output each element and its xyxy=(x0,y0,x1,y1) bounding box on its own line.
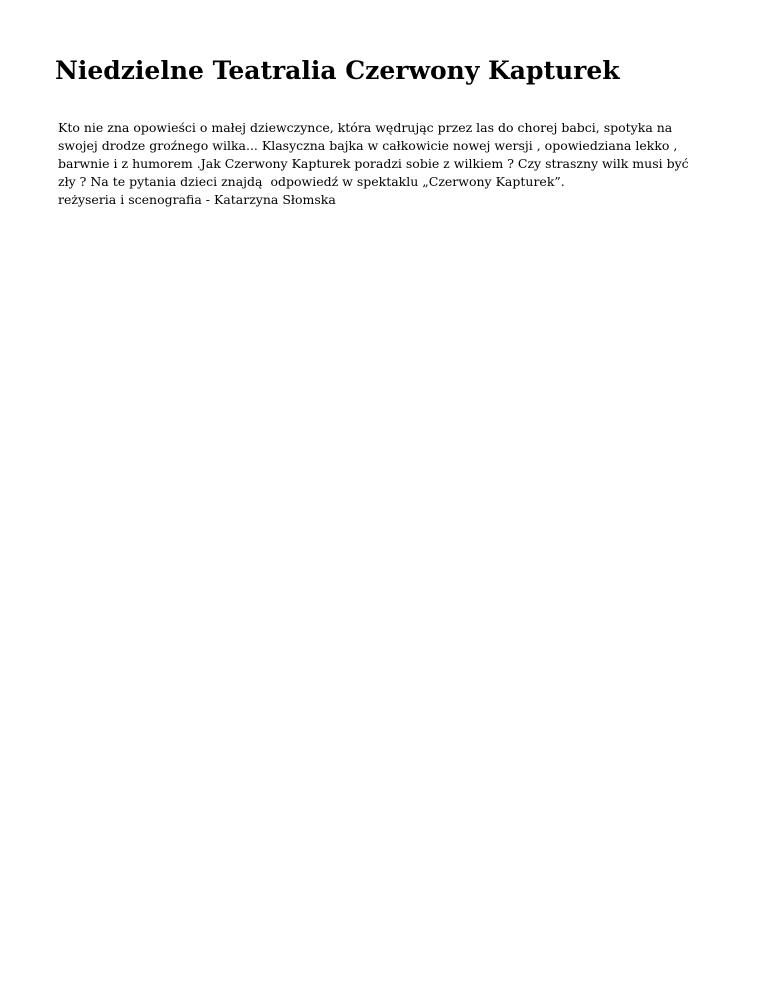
text-line: swojej drodze groźnego wilka... Klasyczna bajka w całkowicie nowej wersji , opowiedziana lekko , xyxy=(58,138,678,153)
text-line: zły ? Na te pytania dzieci znajdą odpowiedź w spektaklu „Czerwony Kapturek”. xyxy=(58,174,565,189)
description-text xyxy=(58,119,718,209)
text-line: barwnie i z humorem .Jak Czerwony Kapturek poradzi sobie z wilkiem ? Czy straszny wilk musi być xyxy=(58,156,689,171)
credits-line: reżyseria i scenografia - Katarzyna Słomska xyxy=(58,192,336,207)
text-line: Kto nie zna opowieści o małej dziewczynce, która wędrując przez las do chorej babci, spotyka na xyxy=(58,120,673,135)
page-title: Niedzielne Teatralia Czerwony Kapturek xyxy=(55,56,620,85)
